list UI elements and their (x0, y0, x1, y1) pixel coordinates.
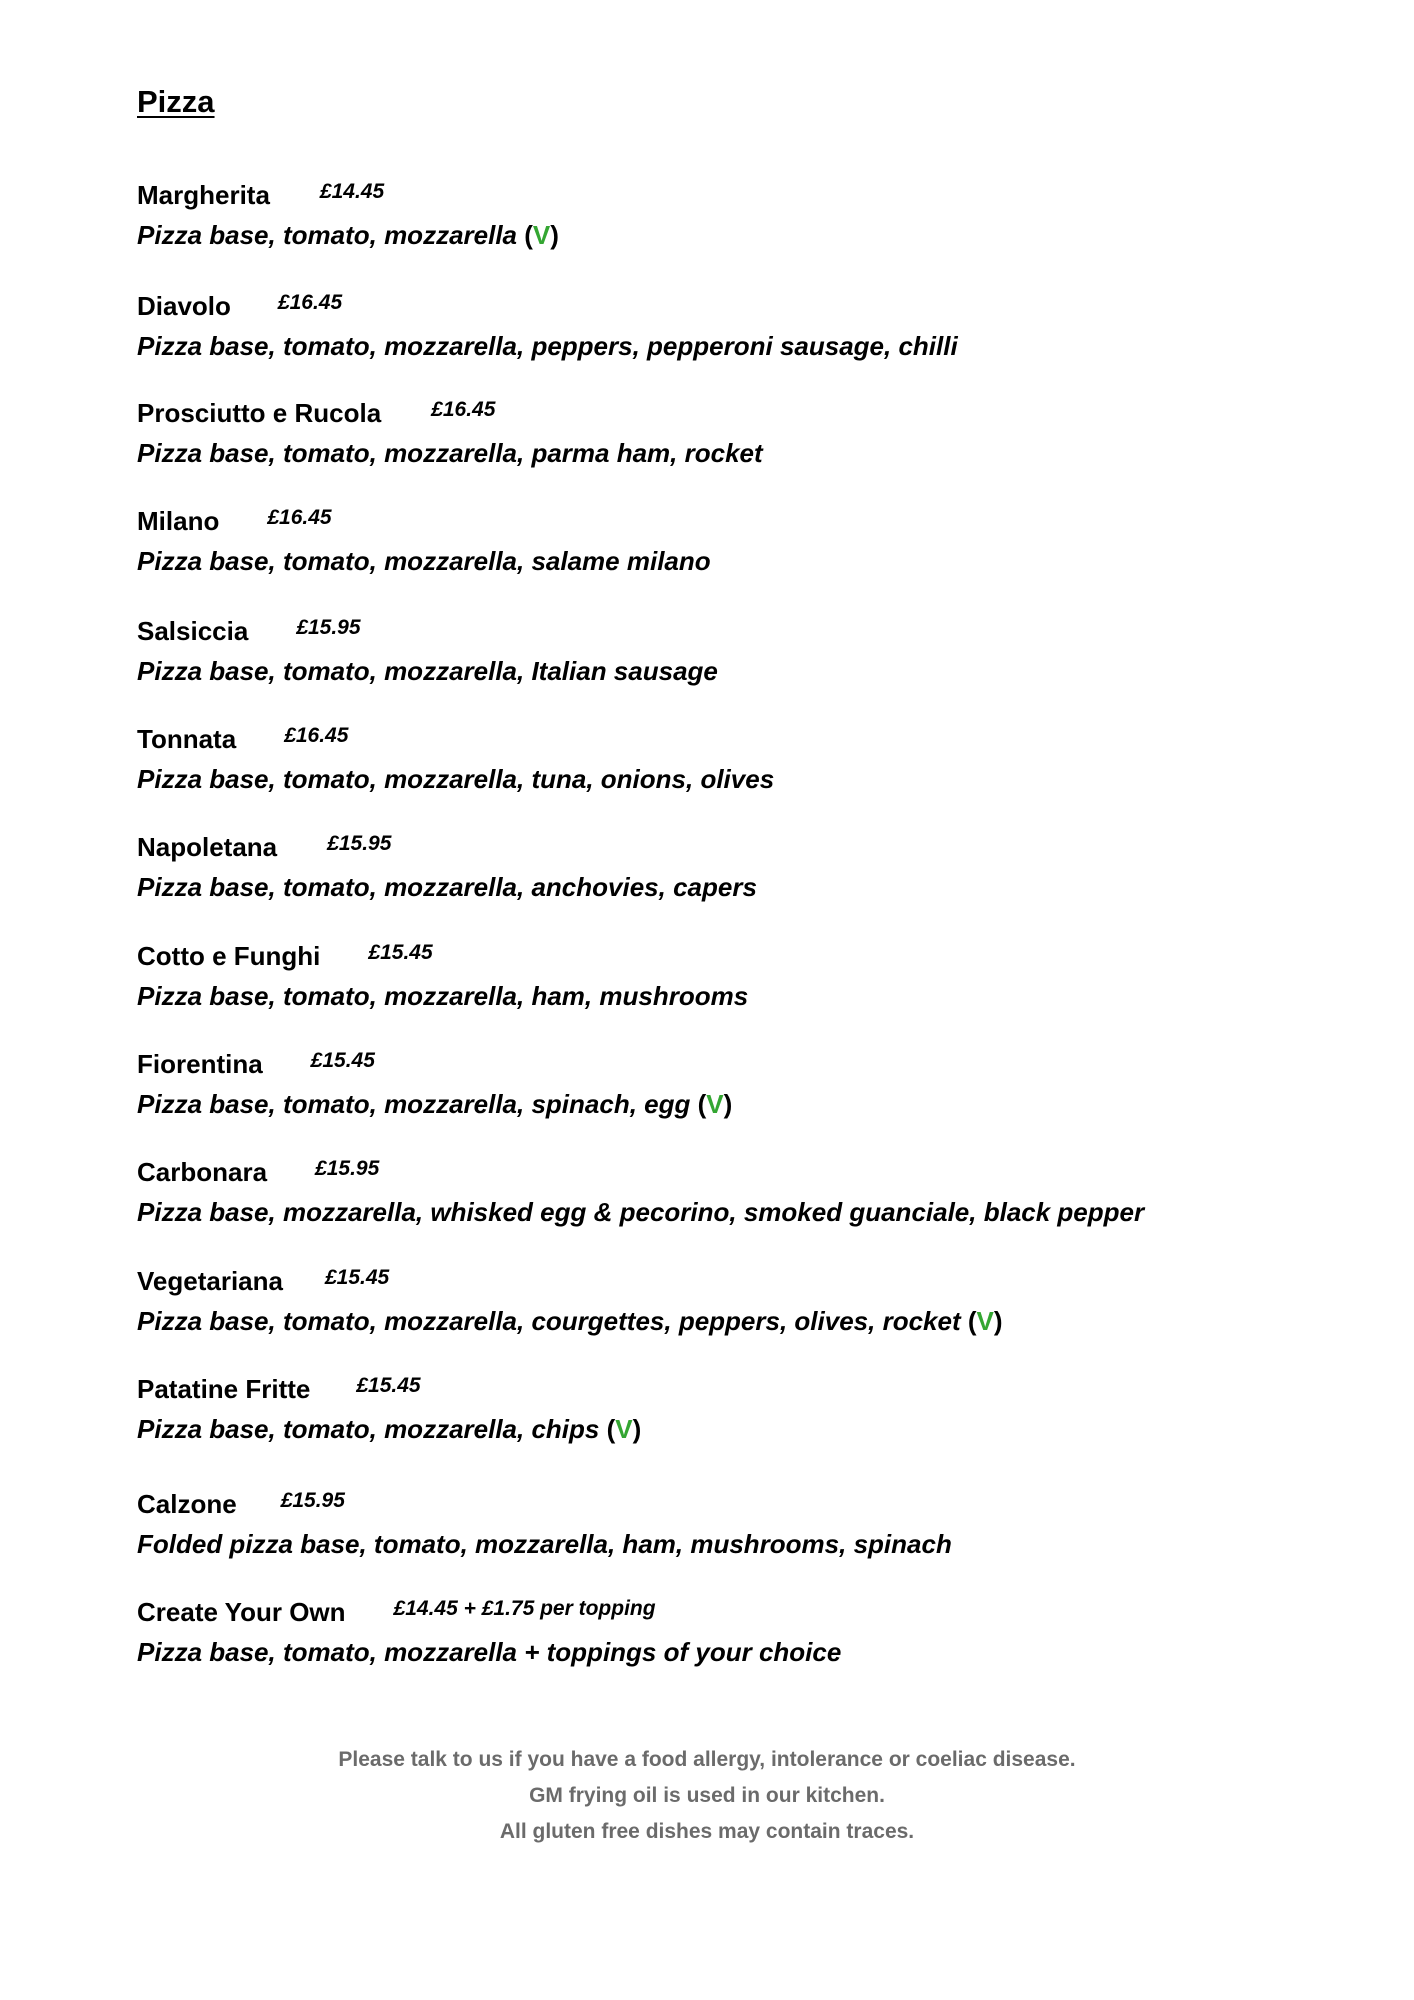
menu-item-name: Cotto e Funghi (137, 941, 321, 971)
menu-item-name: Calzone (137, 1489, 237, 1519)
menu-item-price: £16.45 (284, 724, 349, 747)
menu-item (137, 1157, 1297, 1228)
menu-item-description: Pizza base, tomato, mozzarella, anchovies, capers (137, 872, 757, 902)
menu-item-price: £15.45 (368, 941, 433, 964)
allergy-notice (0, 1742, 1414, 1850)
menu-item-name: Salsiccia (137, 616, 249, 646)
vegetarian-mark: V (706, 1089, 724, 1119)
menu-item-header (137, 1489, 1297, 1527)
vegetarian-mark: V (976, 1306, 994, 1336)
menu-item-description-line (137, 1306, 1297, 1337)
menu-item-header (137, 1374, 1297, 1412)
menu-item-price: £15.95 (315, 1157, 380, 1180)
menu-item-price: £16.45 (267, 506, 332, 529)
menu-item-name: Napoletana (137, 832, 278, 862)
menu-item-header (137, 724, 1297, 762)
vegetarian-mark: V (615, 1414, 633, 1444)
menu-item (137, 832, 1297, 903)
menu-item-name: Create Your Own (137, 1597, 346, 1627)
menu-item-header (137, 1049, 1297, 1087)
menu-item-description-line (137, 1414, 1297, 1445)
menu-item-name: Margherita (137, 180, 270, 210)
menu-item (137, 291, 1297, 362)
menu-item-price: £15.95 (280, 1489, 345, 1512)
vegetarian-badge: (V) (517, 220, 559, 250)
menu-item-name: Fiorentina (137, 1049, 263, 1079)
menu-item-description-line (137, 1529, 1297, 1560)
menu-item-header (137, 1597, 1297, 1635)
menu-item-header (137, 291, 1297, 329)
menu-item-header (137, 180, 1297, 218)
menu-item (137, 180, 1297, 251)
menu-item-header (137, 506, 1297, 544)
menu-item-description: Pizza base, tomato, mozzarella, parma ham, rocket (137, 438, 763, 468)
menu-item-description: Folded pizza base, tomato, mozzarella, ham, mushrooms, spinach (137, 1529, 952, 1559)
menu-item-price: £15.45 (324, 1266, 390, 1289)
menu-item-description: Pizza base, tomato, mozzarella, ham, mushrooms (137, 981, 749, 1011)
menu-item-name: Milano (137, 506, 220, 536)
menu-item-price: £15.45 (356, 1374, 421, 1397)
menu-item-price: £15.95 (327, 832, 392, 855)
menu-item-description: Pizza base, tomato, mozzarella, salame milano (137, 546, 711, 576)
vegetarian-mark: V (532, 220, 551, 250)
menu-item (137, 1049, 1297, 1120)
menu-item-description-line (137, 438, 1297, 469)
menu-item-description-line (137, 546, 1297, 577)
menu-item-name: Diavolo (137, 291, 231, 321)
menu-item-header (137, 832, 1297, 870)
vegetarian-badge: (V) (690, 1089, 733, 1119)
menu-item-description: Pizza base, tomato, mozzarella, spinach, egg (137, 1089, 691, 1119)
menu-item-price: £15.95 (296, 616, 361, 639)
menu-item-name: Prosciutto e Rucola (137, 398, 382, 428)
menu-item-description-line (137, 1197, 1297, 1228)
menu-item-description-line (137, 981, 1297, 1012)
menu-item-price: £15.45 (310, 1049, 375, 1072)
menu-item-description: Pizza base, tomato, mozzarella, tuna, onions, olives (137, 764, 775, 794)
vegetarian-badge: (V) (960, 1306, 1003, 1336)
menu-item (137, 1597, 1297, 1668)
menu-item-price: £16.45 (431, 398, 496, 421)
allergy-notice-line: Please talk to us if you have a food allergy, intolerance or coeliac disease. (338, 1748, 1076, 1771)
menu-item-description-line (137, 220, 1297, 251)
menu-item-name: Vegetariana (137, 1266, 283, 1296)
menu-item (137, 506, 1297, 577)
menu-item (137, 941, 1297, 1012)
menu-item-description-line (137, 656, 1297, 687)
menu-item-price: £14.45 (319, 180, 385, 203)
menu-item-name: Carbonara (137, 1157, 268, 1187)
menu-item-header (137, 941, 1297, 979)
menu-item-header (137, 398, 1297, 436)
menu-item-description: Pizza base, tomato, mozzarella, courgettes, peppers, olives, rocket (137, 1306, 961, 1336)
menu-item (137, 724, 1297, 795)
section-title: Pizza (137, 84, 215, 119)
menu-item-name: Tonnata (137, 724, 237, 754)
menu-item-description: Pizza base, mozzarella, whisked egg & pecorino, smoked guanciale, black pepper (137, 1197, 1145, 1227)
menu-item-header (137, 1266, 1297, 1304)
menu-item-price: £14.45 + £1.75 per topping (393, 1597, 656, 1620)
menu-item-description: Pizza base, tomato, mozzarella (137, 220, 518, 250)
menu-item (137, 1489, 1297, 1560)
menu-item-description: Pizza base, tomato, mozzarella, peppers, pepperoni sausage, chilli (137, 331, 958, 361)
menu-item-name: Patatine Fritte (137, 1374, 311, 1404)
menu-item-description-line (137, 1089, 1297, 1120)
menu-item-description-line (137, 331, 1297, 362)
menu-item-description-line (137, 872, 1297, 903)
allergy-notice-line: GM frying oil is used in our kitchen. (529, 1784, 885, 1807)
menu-item-description-line (137, 1637, 1297, 1668)
menu-item-description: Pizza base, tomato, mozzarella + toppings of your choice (137, 1637, 842, 1667)
menu-item (137, 1374, 1297, 1445)
menu-item (137, 616, 1297, 687)
menu-item-description: Pizza base, tomato, mozzarella, Italian sausage (137, 656, 718, 686)
menu-item (137, 398, 1297, 469)
menu-item (137, 1266, 1297, 1337)
menu-item-description: Pizza base, tomato, mozzarella, chips (137, 1414, 600, 1444)
allergy-notice-line: All gluten free dishes may contain traces. (499, 1820, 915, 1843)
menu-item-header (137, 1157, 1297, 1195)
menu-item-header (137, 616, 1297, 654)
menu-item-description-line (137, 764, 1297, 795)
menu-item-price: £16.45 (277, 291, 343, 314)
vegetarian-badge: (V) (599, 1414, 642, 1444)
